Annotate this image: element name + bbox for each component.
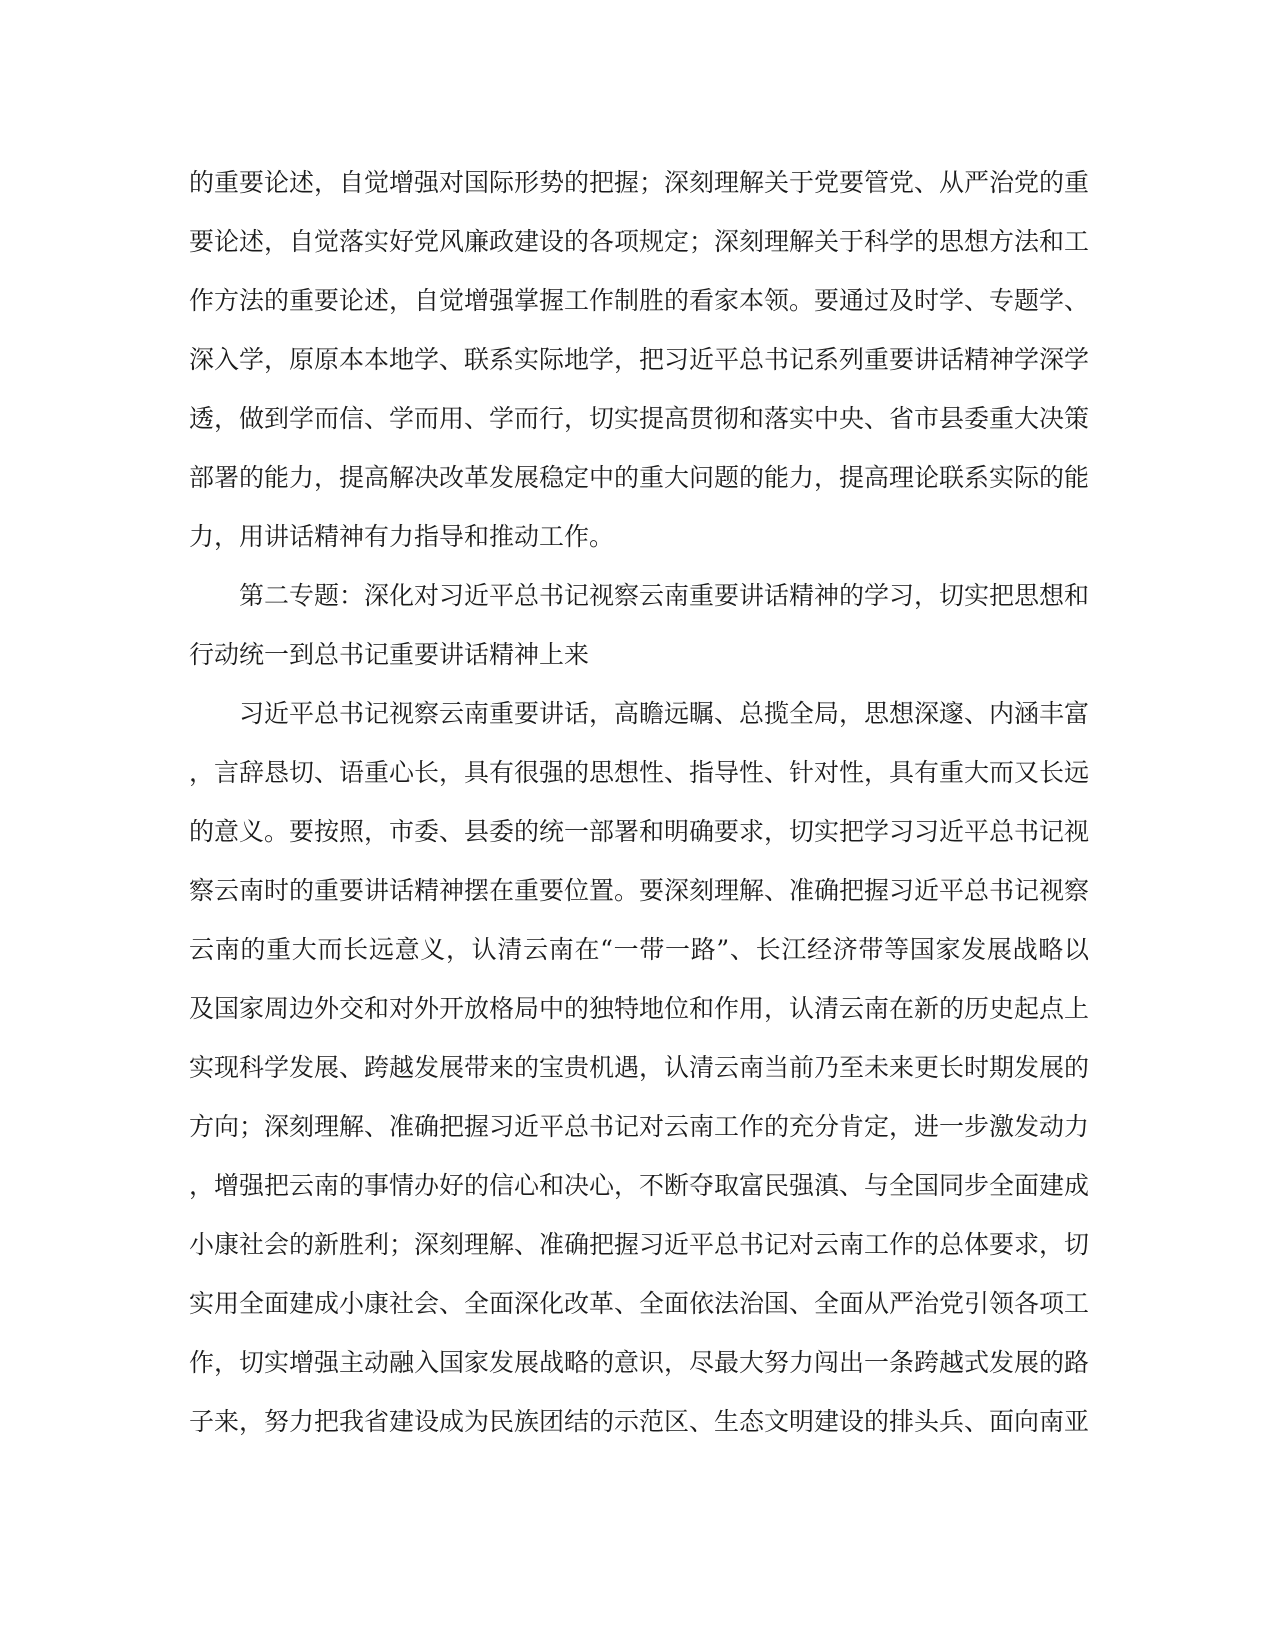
text-line: 作，切实增强主动融入国家发展战略的意识，尽最大努力闯出一条跨越式发展的路 [189,1348,1090,1377]
text-line: 云南的重大而长远意义，认清云南在“一带一路”、长江经济带等国家发展战略以 [189,935,1089,964]
text-line: 习近平总书记视察云南重要讲话，高瞻远瞩、总揽全局，思想深邃、内涵丰富 [239,699,1090,728]
text-line: ，增强把云南的事情办好的信心和决心，不断夺取富民强滇、与全国同步全面建成 [189,1171,1090,1200]
section-heading-continued: 行动统一到总书记重要讲话精神上来 [189,640,590,669]
text-line: 方向；深刻理解、准确把握习近平总书记对云南工作的充分肯定，进一步激发动力 [189,1112,1090,1141]
text-line: 及国家周边外交和对外开放格局中的独特地位和作用，认清云南在新的历史起点上 [189,994,1090,1023]
text-line: 力，用讲话精神有力指导和推动工作。 [189,522,615,551]
text-line: 的意义。要按照，市委、县委的统一部署和明确要求，切实把学习习近平总书记视 [189,817,1090,846]
text-line: 实现科学发展、跨越发展带来的宝贵机遇，认清云南当前乃至未来更长时期发展的 [189,1053,1090,1082]
text-line: 透，做到学而信、学而用、学而行，切实提高贯彻和落实中央、省市县委重大决策 [189,404,1090,433]
text-line: 要论述，自觉落实好党风廉政建设的各项规定；深刻理解关于科学的思想方法和工 [189,227,1090,256]
text-line: 作方法的重要论述，自觉增强掌握工作制胜的看家本领。要通过及时学、专题学、 [189,286,1090,315]
text-line: ，言辞恳切、语重心长，具有很强的思想性、指导性、针对性，具有重大而又长远 [189,758,1090,787]
text-line: 实用全面建成小康社会、全面深化改革、全面依法治国、全面从严治党引领各项工 [189,1289,1090,1318]
text-line: 的重要论述，自觉增强对国际形势的把握；深刻理解关于党要管党、从严治党的重 [189,168,1090,197]
text-line: 小康社会的新胜利；深刻理解、准确把握习近平总书记对云南工作的总体要求，切 [189,1230,1090,1259]
text-line: 子来，努力把我省建设成为民族团结的示范区、生态文明建设的排头兵、面向南亚 [189,1407,1090,1436]
section-heading: 第二专题：深化对习近平总书记视察云南重要讲话精神的学习，切实把思想和 [239,581,1090,610]
text-line: 深入学，原原本本地学、联系实际地学，把习近平总书记系列重要讲话精神学深学 [189,345,1090,374]
text-line: 部署的能力，提高解决改革发展稳定中的重大问题的能力，提高理论联系实际的能 [189,463,1090,492]
text-line: 察云南时的重要讲话精神摆在重要位置。要深刻理解、准确把握习近平总书记视察 [189,876,1090,905]
